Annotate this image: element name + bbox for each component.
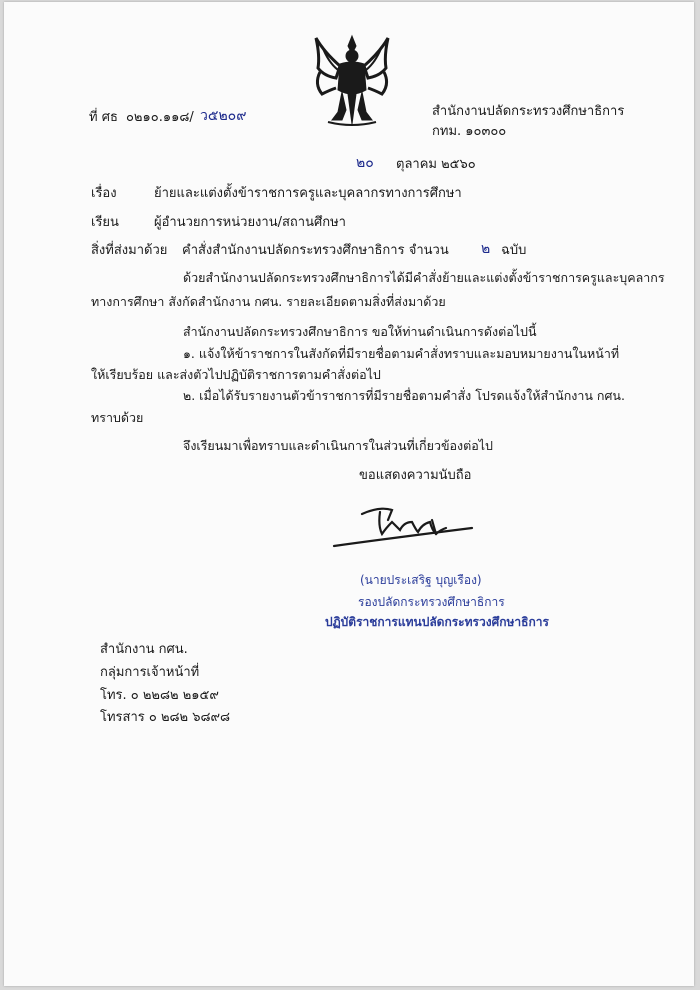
body-paragraph-1-line-2: ทางการศึกษา สังกัดสำนักงาน กศน. รายละเอียดตามสิ่งที่ส่งมาด้วย: [91, 294, 446, 309]
to-text: ผู้อำนวยการหน่วยงาน/สถานศึกษา: [154, 215, 346, 230]
subject-text: ย้ายและแต่งตั้งข้าราชการครูและบุคลากรทางการศึกษา: [154, 186, 462, 201]
body-closing-line: จึงเรียนมาเพื่อทราบและดำเนินการในส่วนที่เกี่ยวข้องต่อไป: [183, 438, 493, 453]
reference-handwritten-number: ว๕๒๐๙: [200, 108, 247, 124]
date-month-year: ตุลาคม ๒๕๖๐: [396, 157, 476, 172]
handwritten-signature-icon: [332, 500, 482, 560]
enclosure-label: สิ่งที่ส่งมาด้วย: [91, 243, 168, 258]
body-paragraph-1-line-1: ด้วยสำนักงานปลัดกระทรวงศึกษาธิการได้มีคำสั่งย้ายและแต่งตั้งข้าราชการครูและบุคลากร: [183, 270, 665, 285]
enclosure-text: คำสั่งสำนักงานปลัดกระทรวงศึกษาธิการ จำนวน: [182, 243, 449, 258]
signer-name: (นายประเสริฐ บุญเรือง): [360, 573, 482, 587]
enclosure-unit: ฉบับ: [501, 243, 527, 258]
reference-prefix: ที่ ศธ: [89, 110, 118, 125]
contact-phone: โทร. ๐ ๒๒๘๒ ๒๑๕๙: [100, 688, 219, 703]
office-address: กทม. ๑๐๓๐๐: [432, 124, 507, 139]
contact-division: กลุ่มการเจ้าหน้าที่: [100, 665, 200, 680]
letter-page: [4, 2, 694, 986]
enclosure-count: ๒: [481, 241, 491, 257]
complimentary-close: ขอแสดงความนับถือ: [359, 468, 472, 483]
signer-acting: ปฏิบัติราชการแทนปลัดกระทรวงศึกษาธิการ: [325, 615, 549, 629]
body-item-1-line-1: ๑. แจ้งให้ข้าราชการในสังกัดที่มีรายชื่อตามคำสั่งทราบและมอบหมายงานในหน้าที่: [183, 346, 620, 361]
reference-number: ๐๒๑๐.๑๑๘/: [126, 110, 194, 125]
date-day: ๒๐: [356, 155, 374, 171]
subject-label: เรื่อง: [91, 186, 117, 201]
body-item-2-line-1: ๒. เมื่อได้รับรายงานตัวข้าราชการที่มีรายชื่อตามคำสั่ง โปรดแจ้งให้สำนักงาน กศน.: [183, 388, 625, 403]
signer-position: รองปลัดกระทรวงศึกษาธิการ: [358, 595, 505, 609]
body-item-2-line-2: ทราบด้วย: [91, 410, 144, 425]
body-paragraph-2: สำนักงานปลัดกระทรวงศึกษาธิการ ขอให้ท่านดำเนินการดังต่อไปนี้: [183, 324, 537, 339]
contact-office: สำนักงาน กศน.: [100, 642, 188, 657]
to-label: เรียน: [91, 215, 119, 230]
office-name: สำนักงานปลัดกระทรวงศึกษาธิการ: [432, 104, 625, 119]
garuda-emblem-icon: [310, 32, 394, 132]
body-item-1-line-2: ให้เรียบร้อย และส่งตัวไปปฏิบัติราชการตามคำสั่งต่อไป: [91, 367, 381, 382]
contact-fax: โทรสาร ๐ ๒๘๒ ๖๘๙๘: [100, 710, 231, 725]
